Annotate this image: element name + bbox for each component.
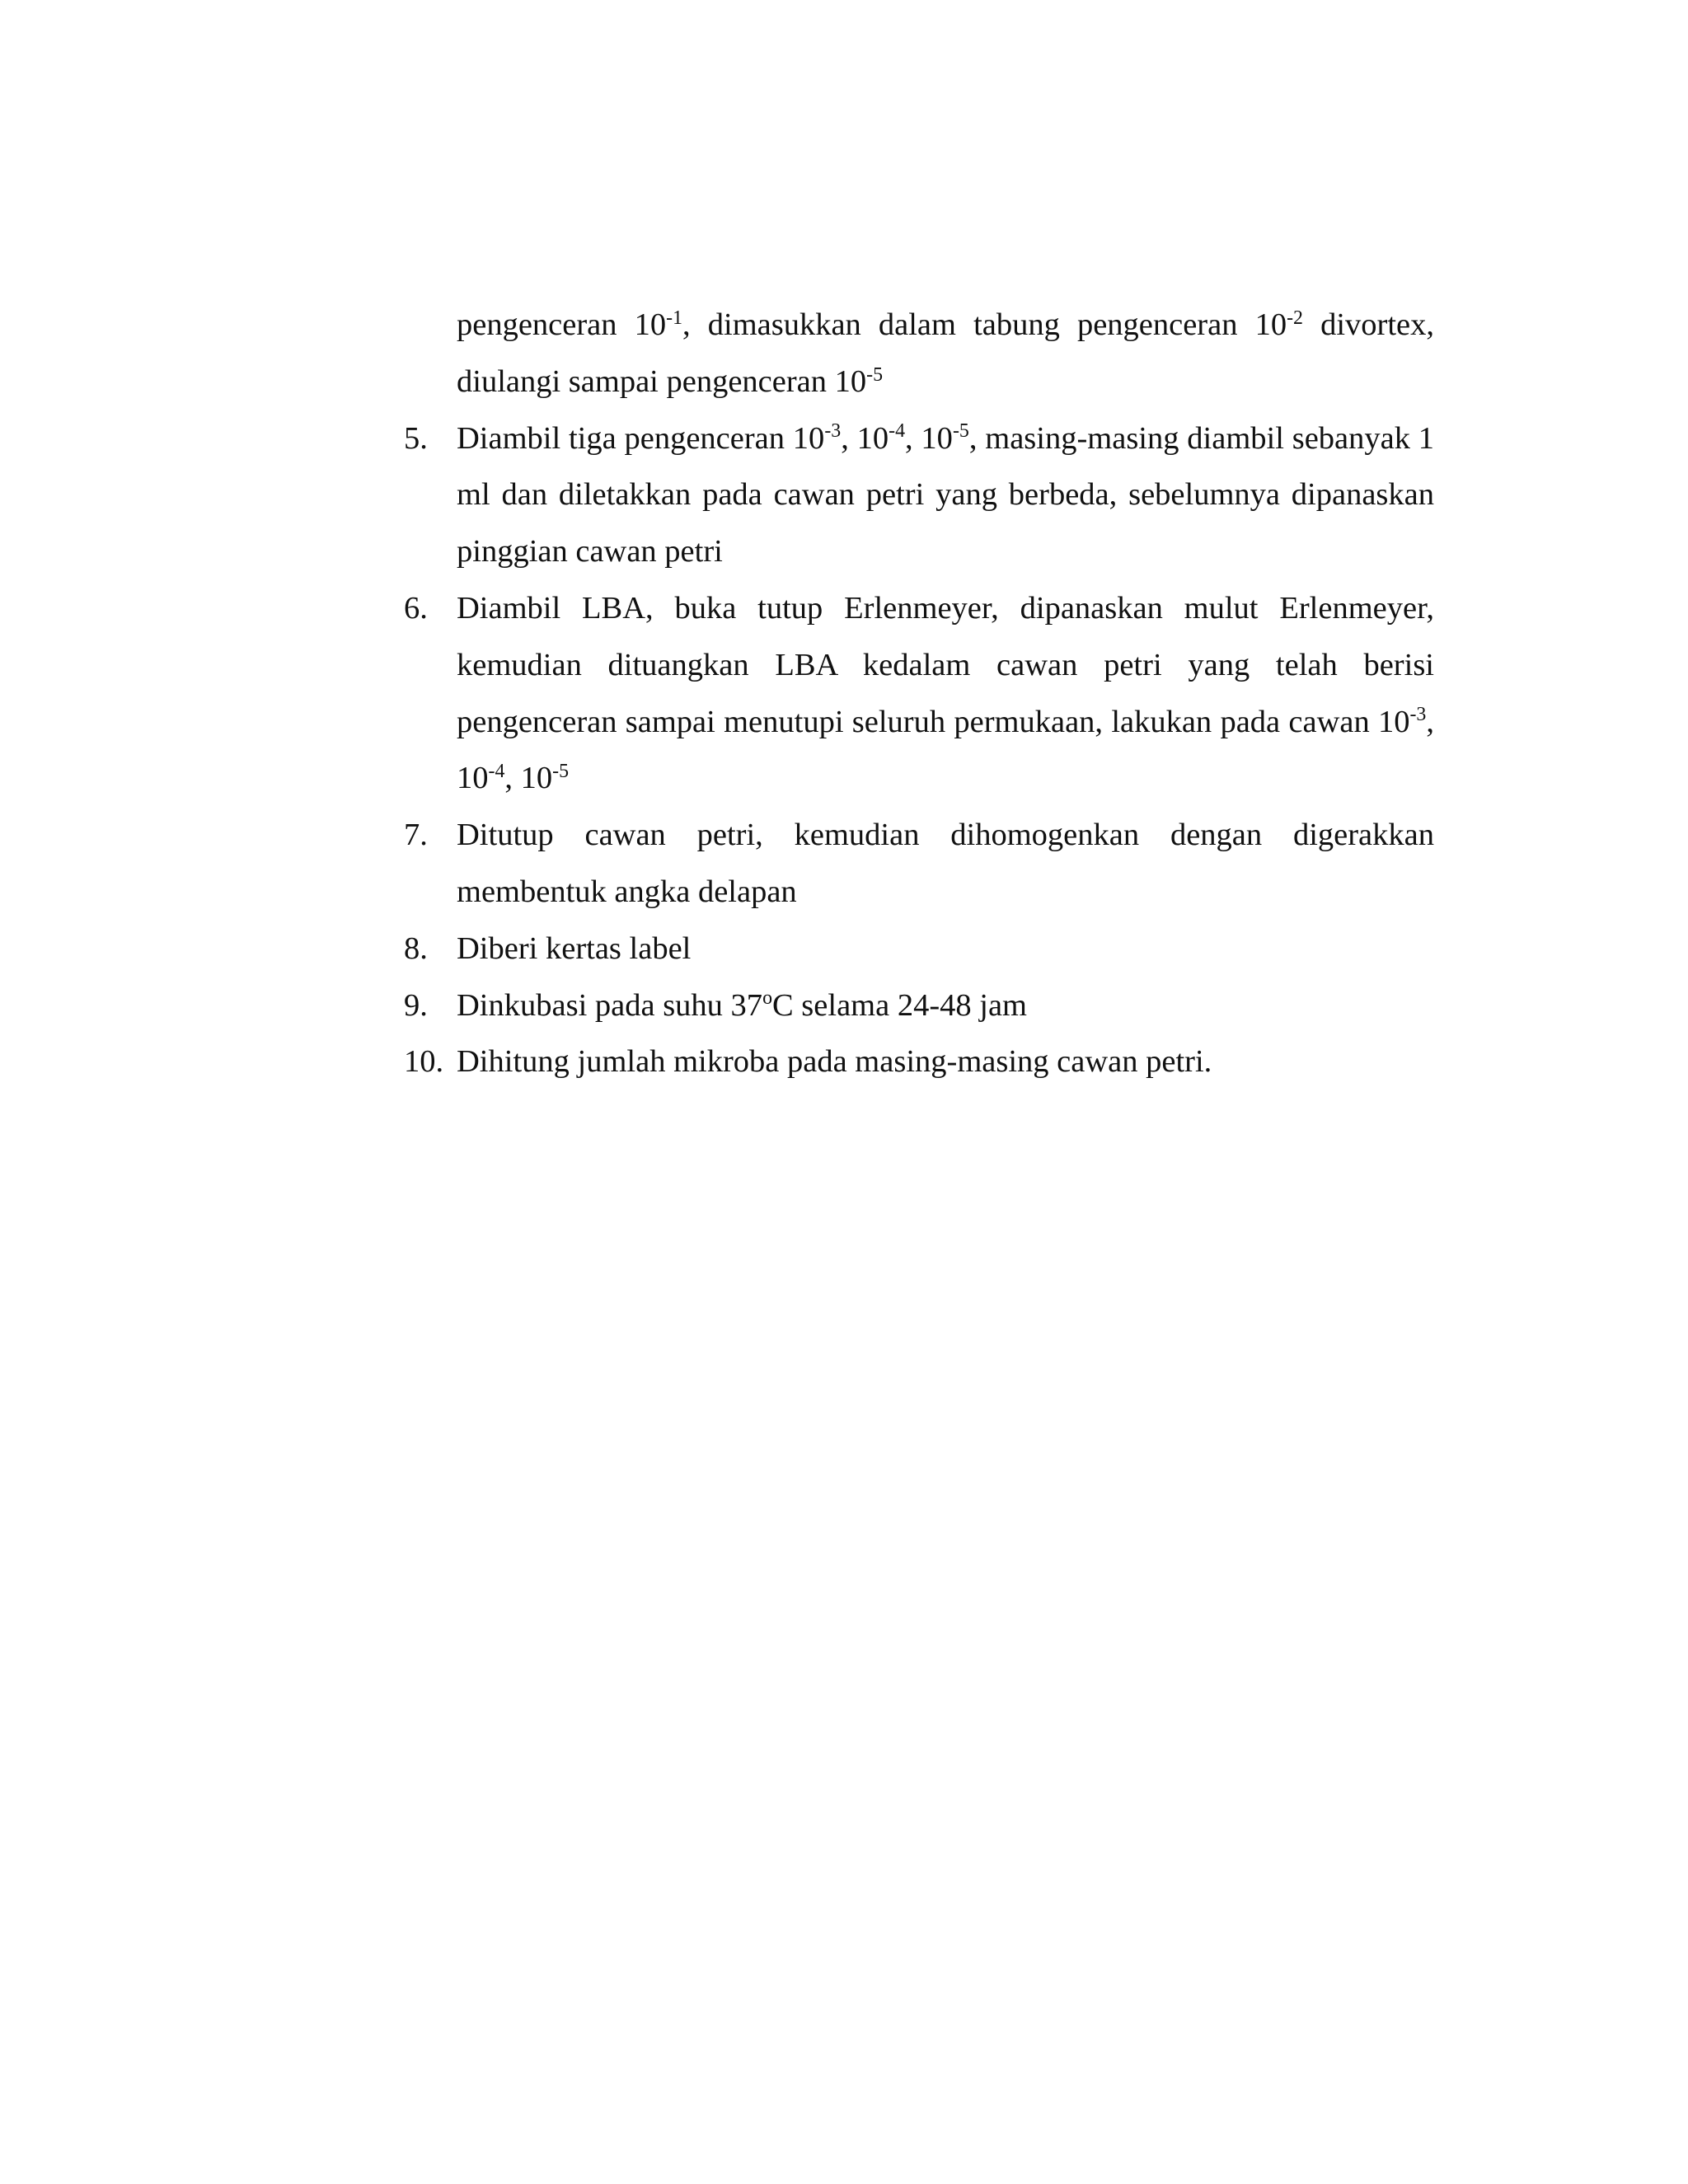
list-number: 9. [404,987,428,1023]
list-item-7 [404,807,1434,921]
text-run: Diambil LBA, buka tutup Erlenmeyer, dipanaskan mulut Erlenmeyer, kemudian dituangkan LBA kedalam cawan petri yang telah berisi pengenceran sampai menutupi seluruh permukaan, lakukan pada cawan 10 [457,590,1434,739]
list-number: 7. [404,818,428,853]
list-item-6 [404,580,1434,807]
text-run: , 10 [504,761,553,796]
list-item-9 [404,977,1434,1034]
list-item-10 [404,1033,1434,1090]
superscript: -5 [866,363,884,386]
list-item-text [457,977,1434,1034]
superscript: -5 [952,420,969,443]
text-run: , 10 [457,704,1434,796]
list-number: 8. [404,930,428,966]
list-item-8 [404,921,1434,977]
text-run: , 10 [841,420,889,456]
superscript: -4 [889,420,906,443]
list-item-5 [404,410,1434,580]
text-run: , masing-masing diambil sebanyak 1 ml dan diletakkan pada cawan petri yang berbeda, sebelumnya dipanaskan pinggian cawan petri [457,420,1435,569]
list-number: 5. [404,420,428,456]
superscript: -2 [1287,307,1303,329]
list-item-text: Diberi kertas label [457,930,692,966]
list-item-text: Dihitung jumlah mikroba pada masing-masing cawan petri. [457,1044,1212,1080]
text-run: , 10 [905,420,953,456]
list-item-text [457,410,1434,580]
list-number: 10. [404,1044,444,1080]
list-item-continuation [404,297,1434,410]
list-item-text [457,580,1434,807]
superscript: o [762,987,772,1010]
text-run: Dinkubasi pada suhu 37 [457,987,763,1023]
superscript: -3 [824,420,842,443]
superscript: -3 [1409,704,1427,726]
superscript: -4 [488,761,505,783]
text-run: pengenceran 10 [457,307,667,342]
superscript: -5 [552,761,570,783]
text-run: , dimasukkan dalam tabung pengenceran 10 [682,307,1287,342]
list-number: 6. [404,590,428,626]
text-run: Diambil tiga pengenceran 10 [457,420,825,456]
text-run: C selama 24-48 jam [772,987,1027,1023]
superscript: -1 [666,307,683,329]
text-run: divortex, diulangi sampai pengenceran 10 [457,307,1434,399]
procedure-list [404,297,1434,1090]
list-item-text: Ditutup cawan petri, kemudian dihomogenkan dengan digerakkan membentuk angka delapan [457,818,1434,909]
